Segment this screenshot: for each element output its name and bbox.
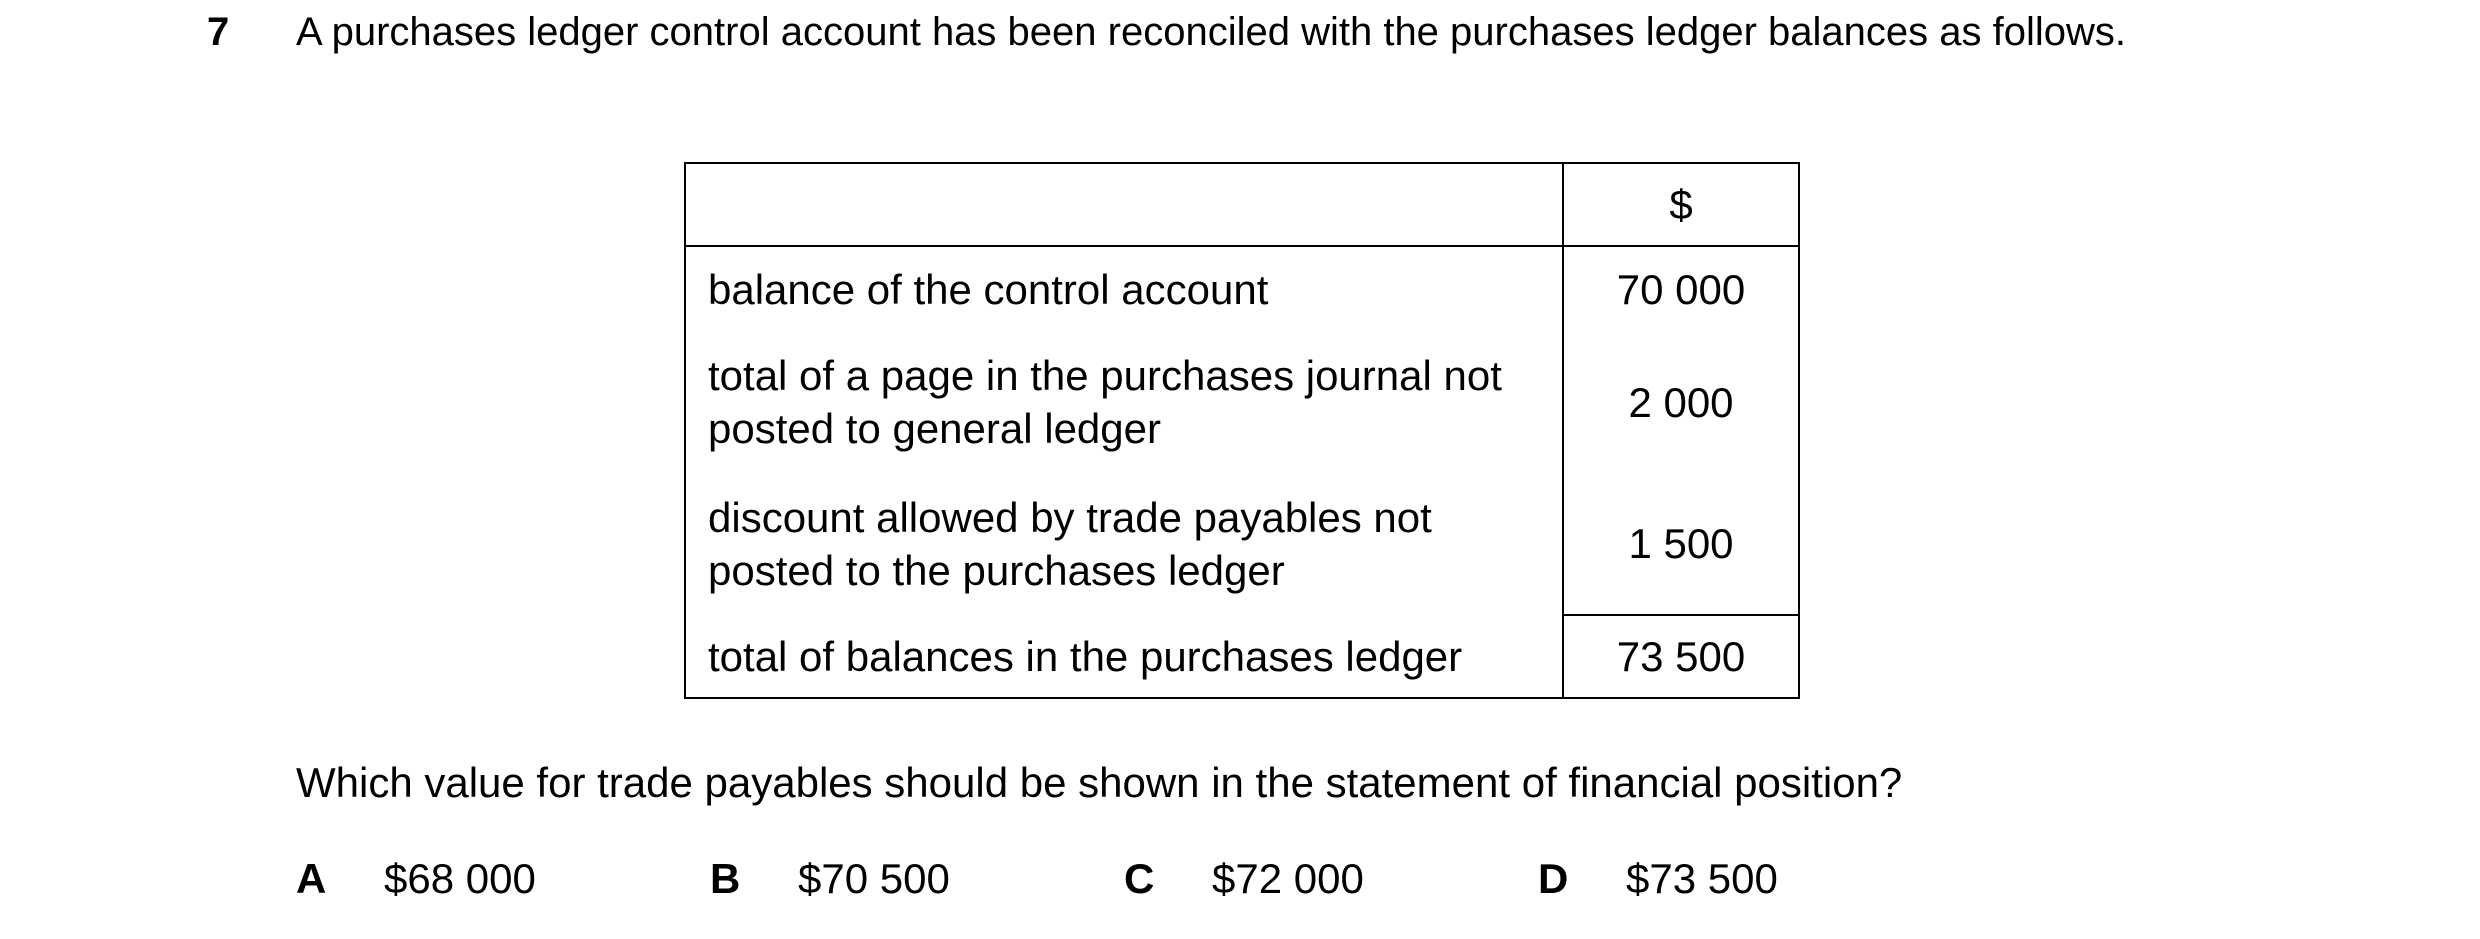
row-amount: 73 500 bbox=[1563, 615, 1799, 698]
question-prompt: Which value for trade payables should be shown in the statement of financial position? bbox=[296, 759, 1903, 806]
option-c-letter[interactable]: C bbox=[1124, 855, 1155, 902]
option-a-value[interactable]: $68 000 bbox=[384, 855, 536, 902]
question-number: 7 bbox=[207, 10, 230, 54]
table-row bbox=[685, 332, 1799, 472]
row-description: balance of the control account bbox=[685, 246, 1563, 332]
table-row bbox=[685, 472, 1799, 615]
option-d-letter[interactable]: D bbox=[1538, 855, 1569, 902]
row-amount: 70 000 bbox=[1563, 246, 1799, 332]
option-c-value[interactable]: $72 000 bbox=[1212, 855, 1364, 902]
reconciliation-table-container bbox=[684, 162, 1800, 699]
table-header-description bbox=[685, 163, 1563, 246]
row-description: total of balances in the purchases ledger bbox=[685, 615, 1563, 698]
row-description: discount allowed by trade payables not posted to the purchases ledger bbox=[685, 472, 1563, 615]
table-header-currency: $ bbox=[1563, 163, 1799, 246]
row-description: total of a page in the purchases journal not posted to general ledger bbox=[685, 332, 1563, 472]
option-a-letter[interactable]: A bbox=[296, 855, 327, 902]
table-row bbox=[685, 246, 1799, 332]
row-amount: 1 500 bbox=[1563, 472, 1799, 615]
option-b-value[interactable]: $70 500 bbox=[798, 855, 950, 902]
table-header-row bbox=[685, 163, 1799, 246]
reconciliation-table bbox=[684, 162, 1800, 699]
option-b-letter[interactable]: B bbox=[710, 855, 741, 902]
question-stem: A purchases ledger control account has been reconciled with the purchases ledger balances as follows. bbox=[296, 10, 2126, 54]
answer-options bbox=[0, 853, 2480, 913]
row-amount: 2 000 bbox=[1563, 332, 1799, 472]
option-d-value[interactable]: $73 500 bbox=[1626, 855, 1778, 902]
table-row bbox=[685, 615, 1799, 698]
